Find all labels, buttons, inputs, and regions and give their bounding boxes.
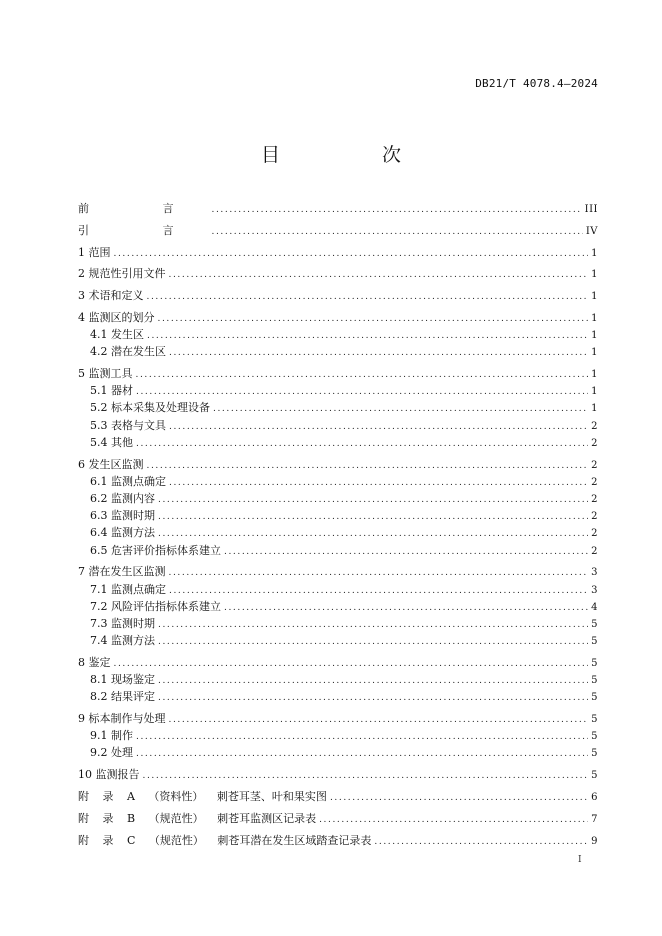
page-number: I (578, 855, 582, 865)
toc-leader-dots (158, 311, 589, 328)
toc-entry-label: 9.2 处理 (90, 746, 133, 760)
toc-entry-page: 5 (591, 714, 598, 725)
toc-leader-dots (136, 729, 588, 746)
toc-entry-5-4[interactable] (78, 434, 598, 451)
toc-entry-3[interactable] (78, 287, 598, 304)
toc-entry-page: IV (585, 225, 598, 237)
toc-entry-page: 1 (591, 330, 598, 342)
toc-entry-label: 6.1 监测点确定 (90, 474, 166, 488)
toc-entry-9-2[interactable] (78, 744, 598, 761)
toc-entry-page: 9 (591, 835, 598, 847)
toc-entry-label: 9.1 制作 (90, 729, 133, 743)
toc-leader-dots (136, 746, 588, 763)
toc-entry-page: 2 (591, 459, 598, 471)
toc-leader-dots (158, 509, 588, 526)
toc-entry-page: 4 (591, 601, 598, 613)
toc-entry-1[interactable] (78, 244, 598, 261)
toc-entry-page: 1 (591, 269, 598, 281)
toc-entry-label: 6.3 监测时期 (90, 509, 155, 523)
toc-entry-page: 6 (591, 791, 598, 803)
toc-entry-page: 7 (591, 813, 598, 825)
toc-entry-8-2[interactable] (78, 688, 598, 705)
toc-entry-7-3[interactable] (78, 615, 598, 632)
toc-leader-dots (169, 583, 588, 600)
toc-entry-page: 5 (591, 770, 598, 782)
toc-entry-page: 2 (591, 493, 598, 505)
toc-entry-label: 附 录 C （规范性） 刺苍耳潜在发生区域踏查记录表 (78, 833, 372, 847)
toc-entry-label: 6.2 监测内容 (90, 491, 155, 505)
toc-entry-label: 附 录 B （规范性） 刺苍耳监测区记录表 (78, 811, 317, 825)
toc-entry-5[interactable] (78, 365, 598, 382)
toc-entry-page: 3 (591, 584, 598, 596)
toc-entry-page: 2 (591, 511, 598, 523)
toc-entry-annex-a[interactable] (78, 788, 598, 805)
toc-entry-page: 1 (591, 312, 598, 324)
toc-entry-label: 引 言 (78, 223, 209, 237)
toc-entry-label: 6.4 监测方法 (90, 526, 155, 540)
toc-entry-9[interactable] (78, 710, 598, 727)
toc-entry-page: 2 (591, 528, 598, 540)
toc-leader-dots (158, 634, 588, 651)
toc-entry-page: 2 (591, 476, 598, 488)
toc-entry-7[interactable] (78, 563, 598, 580)
toc-leader-dots (169, 267, 589, 284)
toc-leader-dots (374, 834, 588, 851)
toc-entry-4[interactable] (78, 309, 598, 326)
toc-entry-label: 9 标本制作与处理 (78, 712, 166, 725)
toc-leader-dots (169, 475, 588, 492)
toc-entry-label: 8 鉴定 (78, 655, 111, 669)
toc-entry-label: 8.1 现场鉴定 (90, 673, 155, 687)
table-of-contents (78, 200, 598, 849)
toc-entry-7-1[interactable] (78, 581, 598, 598)
toc-entry-8[interactable] (78, 654, 598, 671)
toc-entry-8-1[interactable] (78, 671, 598, 688)
toc-entry-7-2[interactable] (78, 598, 598, 615)
toc-entry-6[interactable] (78, 456, 598, 473)
toc-entry-label: 6.5 危害评价指标体系建立 (90, 543, 221, 557)
toc-entry-4-2[interactable] (78, 343, 598, 360)
toc-entry-label: 1 范围 (78, 245, 111, 259)
toc-entry-page: 5 (591, 636, 598, 648)
toc-entry-page: 5 (591, 748, 598, 760)
toc-entry-4-1[interactable] (78, 326, 598, 343)
toc-leader-dots (114, 246, 589, 263)
toc-entry-10[interactable] (78, 766, 598, 783)
toc-leader-dots (147, 289, 589, 306)
toc-leader-dots (158, 526, 588, 543)
toc-entry-5-1[interactable] (78, 382, 598, 399)
toc-entry-6-5[interactable] (78, 542, 598, 559)
toc-leader-dots (136, 436, 588, 453)
toc-entry-label: 5.4 其他 (90, 435, 133, 449)
toc-entry-label: 4 监测区的划分 (78, 310, 155, 324)
toc-leader-dots (224, 600, 588, 617)
toc-entry-label: 7 潜在发生区监测 (78, 565, 166, 579)
toc-entry-introduction[interactable] (78, 222, 598, 239)
toc-entry-page: 1 (591, 386, 598, 398)
toc-entry-label: 5.2 标本采集及处理设备 (90, 401, 210, 415)
toc-leader-dots (158, 673, 588, 690)
toc-entry-page: 5 (591, 692, 598, 704)
toc-leader-dots (213, 401, 588, 418)
toc-entry-label: 5.3 表格与文具 (90, 418, 166, 432)
toc-entry-label: 附 录 A （资料性） 刺苍耳茎、叶和果实图 (78, 789, 327, 803)
toc-entry-label: 8.2 结果评定 (90, 690, 155, 704)
toc-entry-page: 2 (591, 437, 598, 449)
toc-entry-page: 1 (591, 291, 598, 303)
toc-entry-5-2[interactable] (78, 399, 598, 416)
toc-entry-page: 5 (591, 657, 598, 669)
toc-leader-dots (319, 812, 588, 829)
toc-leader-dots (143, 768, 589, 785)
toc-entry-page: 2 (591, 420, 598, 432)
toc-leader-dots (169, 712, 589, 729)
toc-entry-6-3[interactable] (78, 507, 598, 524)
toc-entry-page: 3 (591, 567, 598, 579)
toc-entry-label: 10 监测报告 (78, 768, 140, 782)
toc-entry-label: 5 监测工具 (78, 367, 133, 381)
toc-leader-dots (169, 565, 589, 582)
toc-entry-2[interactable] (78, 265, 598, 282)
toc-entry-page: III (584, 204, 598, 215)
toc-entry-label: 4.2 潜在发生区 (90, 345, 166, 359)
toc-leader-dots (212, 202, 582, 219)
toc-entry-annex-b[interactable] (78, 810, 598, 827)
toc-entry-page: 1 (591, 403, 598, 415)
toc-entry-page: 5 (591, 731, 598, 743)
standard-code: DB21/T 4078.4—2024 (475, 77, 598, 90)
toc-entry-page: 2 (591, 545, 598, 557)
toc-leader-dots (147, 458, 589, 475)
toc-entry-label: 7.2 风险评估指标体系建立 (90, 599, 221, 613)
toc-entry-page: 1 (591, 347, 598, 359)
toc-entry-7-4[interactable] (78, 632, 598, 649)
toc-entry-page: 5 (591, 618, 598, 630)
toc-entry-label: 5.1 器材 (90, 384, 133, 398)
toc-entry-6-2[interactable] (78, 490, 598, 507)
toc-leader-dots (330, 790, 588, 807)
toc-entry-label: 7.4 监测方法 (90, 634, 155, 648)
toc-entry-page: 1 (591, 247, 598, 259)
toc-leader-dots (114, 656, 589, 673)
toc-leader-dots (136, 367, 589, 384)
toc-leader-dots (147, 328, 588, 345)
toc-entry-label: 前 言 (78, 202, 209, 215)
toc-entry-label: 7.1 监测点确定 (90, 582, 166, 596)
toc-entry-6-1[interactable] (78, 473, 598, 490)
toc-leader-dots (158, 690, 588, 707)
toc-leader-dots (169, 345, 588, 362)
toc-entry-page: 5 (591, 675, 598, 687)
toc-entry-label: 2 规范性引用文件 (78, 267, 166, 281)
toc-leader-dots (212, 224, 583, 241)
toc-entry-label: 6 发生区监测 (78, 457, 144, 471)
toc-entry-5-3[interactable] (78, 417, 598, 434)
toc-leader-dots (224, 544, 588, 561)
toc-entry-label: 3 术语和定义 (78, 289, 144, 303)
toc-leader-dots (158, 492, 588, 509)
toc-leader-dots (169, 419, 588, 436)
toc-entry-label: 4.1 发生区 (90, 328, 144, 342)
toc-entry-annex-c[interactable] (78, 832, 598, 849)
toc-leader-dots (158, 617, 588, 634)
toc-entry-foreword[interactable] (78, 200, 598, 217)
toc-entry-label: 7.3 监测时期 (90, 616, 155, 630)
toc-entry-page: 1 (591, 369, 598, 381)
page-title: 目 次 (260, 144, 450, 166)
toc-entry-9-1[interactable] (78, 727, 598, 744)
toc-entry-6-4[interactable] (78, 524, 598, 541)
